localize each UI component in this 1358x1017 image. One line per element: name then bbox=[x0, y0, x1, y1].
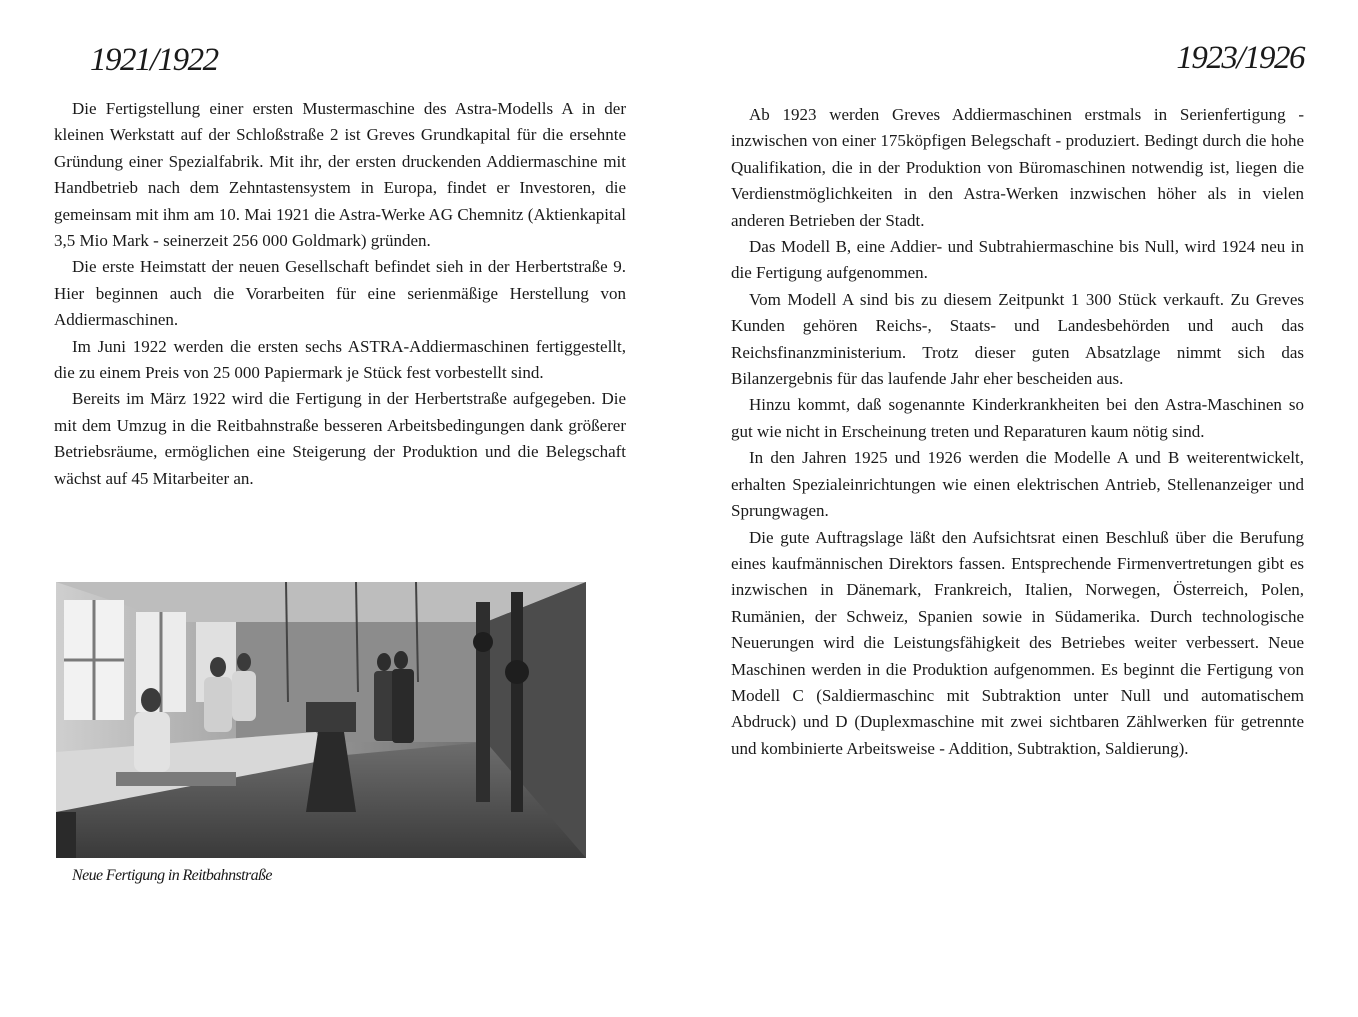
paragraph: Bereits im März 1922 wird die Fertigung in der Herbertstraße aufgegeben. Die mit dem Umzug in die Reitbahnstraße besseren Arbeitsbedingungen dank größerer Betriebsräume, ermöglichen eine Steigerung der Produktion und die Belegschaft wächst auf 45 Mitarbeiter an. bbox=[54, 389, 626, 488]
paragraph: Die erste Heimstatt der neuen Gesellschaft befindet sieh in der Herbertstraße 9. Hier beginnen auch die Vorarbeiten für eine serienmäßige Herstellung von Addiermaschinen. bbox=[54, 257, 626, 330]
paragraph: Hinzu kommt, daß sogenannte Kinderkrankheiten bei den Astra-Maschinen so gut wie nicht in Erscheinung treten und Reparaturen kaum nötig sind. bbox=[731, 395, 1304, 441]
paragraph: Das Modell B, eine Addier- und Subtrahiermaschine bis Null, wird 1924 neu in die Fertigung aufgenommen. bbox=[731, 237, 1304, 283]
paragraph: Ab 1923 werden Greves Addiermaschinen erstmals in Serienfertigung - inzwischen von einer 175köpfigen Belegschaft - produziert. Bedingt durch die hohe Qualifikation, die in der Produktion von Büromaschinen notwendig ist, liegen die Verdienstmöglichkeiten in den Astra-Werken inzwischen höher als in vielen anderen Betrieben der Stadt. bbox=[731, 105, 1304, 230]
workshop-photo bbox=[56, 582, 586, 858]
left-page-body bbox=[54, 96, 626, 492]
right-page-body bbox=[731, 102, 1304, 762]
paragraph: Die gute Auftragslage läßt den Aufsichtsrat einen Beschluß über die Berufung eines kaufmännischen Direktors fassen. Entsprechende Firmenvertretungen gibt es inzwischen in Dänemark, Frankreich, Italien, Norwegen, Österreich, Polen, Rumänien, der Schweiz, Spanien sowie in Südamerika. Durch technologische Neuerungen wird die Leistungsfähigkeit des Betriebes weiter verbessert. Neue Maschinen werden in die Produktion aufgenommen. Es beginnt die Fertigung von Modell C (Saldiermaschinc mit Subtraktion unter Null und automatischem Abdruck) und D (Duplexmaschine mit zwei sichtbaren Zählwerken für getrennte und kombinierte Arbeitsweise - Addition, Subtraktion, Saldierung). bbox=[731, 527, 1304, 758]
paragraph: In den Jahren 1925 und 1926 werden die Modelle A und B weiterentwickelt, erhalten Spezialeinrichtungen wie einen elektrischen Antrieb, Stellenanzeiger und Sprungwagen. bbox=[731, 448, 1304, 521]
paragraph: Im Juni 1922 werden die ersten sechs ASTRA-Addiermaschinen fertiggestellt, die zu einem Preis von 25 000 Papiermark je Stück fest vorbestellt sind. bbox=[54, 336, 626, 383]
left-page-heading: 1921/1922 bbox=[90, 42, 218, 78]
photo-caption: Neue Fertigung in Reitbahnstraße bbox=[72, 867, 272, 884]
paragraph: Vom Modell A sind bis zu diesem Zeitpunkt 1 300 Stück verkauft. Zu Greves Kunden gehören Reichs-, Staats- und Landesbehörden und auch das Reichsfinanzministerium. Trotz dieser guten Absatzlage nimmt sich das Bilanzergebnis für das laufende Jahr eher bescheiden aus. bbox=[731, 289, 1304, 389]
paragraph: Die Fertigstellung einer ersten Mustermaschine des Astra-Modells A in der kleinen Werkstatt auf der Schloßstraße 2 ist Greves Grundkapital für die ersehnte Gründung einer Spezialfabrik. Mit ihr, der ersten druckenden Addiermaschine mit Handbetrieb nach dem Zehntastensystem in Europa, findet er Investoren, die gemeinsam mit ihm am 10. Mai 1921 die Astra-Werke AG Chemnitz (Aktienkapital 3,5 Mio Mark - seinerzeit 256 000 Goldmark) gründen. bbox=[54, 99, 626, 251]
right-page-heading: 1923/1926 bbox=[1176, 40, 1304, 76]
